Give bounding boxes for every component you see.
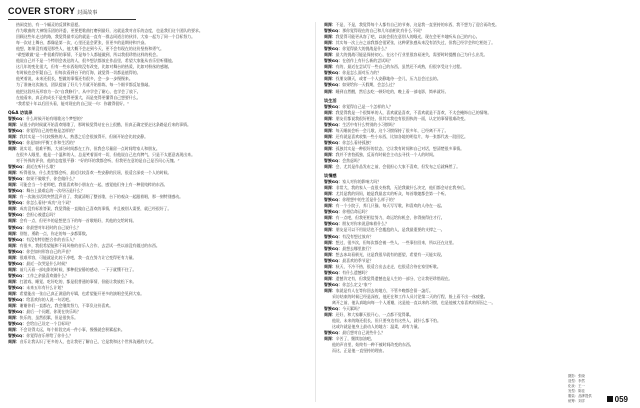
qa-text: 秋天，不冷不热，很适合出去走走，也很适合待在家里听歌。	[335, 263, 441, 269]
page-number	[607, 394, 628, 404]
qa-text: 我其实是一个比较慢热的人，熟悉之后会很放得开，但刚开始会比较安静。	[19, 133, 149, 139]
speaker-label: 周深：	[324, 52, 336, 58]
section-header	[8, 6, 97, 18]
qa-text: 最大的挑战可能是保持初心，在这个行业里很容易迷失，需要时时提醒自己为什么出发。	[335, 52, 488, 58]
qa-text: 舞台上最难忘的一次经历是什么？	[26, 188, 85, 194]
speaker-label: 周深：	[8, 133, 20, 139]
qa-text: 有没有想过放弃？	[342, 233, 374, 239]
speaker-label: 周深：	[8, 242, 20, 248]
body-paragraph: 在他看来，真正的成长不是变得更强大，而是变得更懂得自己想要什么。	[16, 94, 141, 100]
qa-text: 那你觉得现在的自己和几年前相比有什么不同？	[342, 28, 424, 34]
credit-line: 服装：品牌提供	[568, 394, 592, 398]
speaker-label: 智族GQ：	[8, 333, 27, 339]
qa-text: 还有就是喜欢收集一些小东西，比如各地的明信片，每一张都代表一段回忆。	[335, 133, 468, 139]
qa-text: 有一次演出话筒突然没声音了，我就清唱了整首歌，台下的观众一起跟着唱，那一刻特别感动。	[19, 194, 184, 200]
speaker-label: 周深：	[324, 88, 336, 94]
qa-text: 非常大，我的家人一直很支持我，无论我做什么决定，他们都会站在我身后。	[335, 185, 468, 191]
qa-text: 有什么遗憾吗？	[342, 269, 370, 275]
speaker-label: 周深：	[8, 339, 20, 345]
speaker-label: 智族GQ：	[324, 46, 343, 52]
speaker-label: 智族GQ：	[8, 115, 27, 121]
qa-text: 有的，最近在尝试写一些自己的东西，虽然还不成熟，但很享受这个过程。	[335, 64, 465, 70]
speaker-label: 周深：	[324, 263, 336, 269]
speaker-label: 周深：	[324, 312, 336, 318]
speaker-label: 智族GQ：	[8, 321, 27, 327]
qa-text: 从很小的时候就开始喜欢唱歌了，那时候觉得站在台上很酷，但真正确定要走这条路是后来的事情。	[19, 121, 191, 127]
qa-text: 最想去哪里旅行？	[342, 245, 374, 251]
qa-text: 成功没有标准答案，我觉得能一直做自己喜欢的事情，并且被别人需要，就已经很好了。	[19, 206, 172, 212]
speaker-label: 周深：	[324, 40, 336, 46]
qa-text: 有一点吧，但我更相信努力，命运给你机会，你得接得住才行。	[335, 215, 445, 221]
qa-text: 你理想中的生活是什么样子的？	[342, 197, 397, 203]
qa-text: 辛苦了，继续加油吧。	[335, 336, 375, 342]
qa-text: 会，尤其是作品发布之前，会很担心大家不喜欢，但发布之后就释然了。	[335, 164, 461, 170]
speaker-label: 周深：	[324, 251, 336, 257]
speaker-label: 智族GQ：	[324, 233, 343, 239]
body-paragraph: 他说，未来的路还很长，但只要身边有这些人，就什么都不怕。	[332, 318, 441, 324]
qa-text: 快乐的，虽然很累，但是很快乐。	[19, 315, 79, 321]
qa-text: 如果不做歌手，你会做什么？	[26, 176, 77, 182]
right-column	[324, 22, 630, 354]
qa-text: 有没有特别想合作的音乐人？	[26, 236, 77, 242]
speaker-label: 智族GQ：	[324, 306, 343, 312]
qa-text: 工作之余最喜欢做什么？	[26, 272, 69, 278]
speaker-label: 周深：	[324, 203, 336, 209]
speaker-label: 智族GQ：	[324, 70, 343, 76]
qa-text: 未来五年有什么计划？	[26, 284, 66, 290]
qa-text: 生活中有什么特别的小习惯吗？	[342, 121, 397, 127]
credit-line: 统筹：刘洋	[568, 399, 585, 403]
speaker-label: 智族GQ：	[324, 157, 343, 163]
speaker-label: 智族GQ：	[324, 139, 343, 145]
speaker-label: 周深：	[8, 303, 20, 309]
section-subtitle: 封面故事	[77, 10, 98, 16]
qa-text: 睡到自然醒，然后去吃一顿好吃的，晚上看一部电影，简单就好。	[335, 88, 449, 94]
credit-line: 造型：李然	[568, 379, 585, 383]
qa-text: 朋友对你来说意味着什么？	[342, 221, 389, 227]
qa-text: 说实话，很难平衡，大部分时间都在工作，但我会尽量留一点时间给家人和朋友。	[19, 145, 160, 151]
speaker-label: 周深：	[324, 109, 336, 115]
speaker-label: 智族GQ：	[8, 224, 27, 230]
speaker-label: 智族GQ：	[8, 212, 27, 218]
speaker-label: 智族GQ：	[324, 221, 343, 227]
speaker-label: 智族GQ：	[8, 297, 27, 303]
qa-text: 想过，很多次，但每次都会被一些人、一些事拉回来，所以还在这里。	[335, 239, 457, 245]
speaker-label: 周深：	[324, 185, 336, 191]
body-paragraph: 对于外界的评价，他的态度很平静：“好的坏的我都会听，但我更在意的是自己是否问心无愧。”	[16, 157, 180, 163]
qa-text: 最近一次哭是什么时候？	[26, 260, 69, 266]
speaker-label: 智族GQ：	[324, 209, 343, 215]
qa-text: 听得很杂，什么类型都会听，最近比较喜欢一些安静的民谣，很适合深夜一个人的时候。	[19, 170, 172, 176]
qa-text: 朋友是可以不用说话也不会尴尬的人，是我最重要的支撑之一。	[335, 227, 445, 233]
qa-text: 你最想对年轻时的自己说什么？	[26, 224, 81, 230]
speaker-label: 智族GQ：	[324, 257, 343, 263]
body-paragraph: 他把这段经历形容为一次“自我修行”，从中学会了耐心，也学会了放下。	[16, 88, 141, 94]
qa-text: 你觉得自己的性格是怎样的？	[26, 127, 77, 133]
left-column	[8, 22, 308, 345]
qa-text: 孤独其实是一种很好的状态，它让我有时间和自己对话，想清楚很多事情。	[335, 145, 465, 151]
body-paragraph: “敢想敢做”是一件很难得的事情，不是每个人都能做到，所以我很珍惜这样的机会。	[16, 52, 161, 58]
qa-text: 尤其是我的妈妈，她是我最忠实的听众，每首歌她都会第一个听。	[335, 191, 449, 197]
speaker-label: 智族GQ：	[8, 200, 27, 206]
speaker-label: 周深：	[324, 215, 336, 221]
body-paragraph: 而这，正是他一直坚持的理由。	[332, 348, 387, 354]
qa-text: 很难形容，可能就是比较干净吧，我一直在努力让它变得更有力量。	[19, 254, 137, 260]
qa-text: 你是如何平衡工作和生活的？	[26, 139, 77, 145]
qa-line	[8, 339, 308, 345]
qa-text: 最近在听什么歌？	[26, 164, 58, 170]
body-paragraph: 在很多人眼里，他是一个温和的人，总是笑着面对一切，但他说自己也有脾气，只是不太愿意表现出来。	[16, 151, 195, 157]
qa-text: 你相信命运吗？	[342, 209, 370, 215]
body-paragraph: 每一次站上舞台，都像是第一次，心里还是会紧张，但更多的是期待和兴奋。	[16, 40, 149, 46]
qa-text: 我觉得我是一个很简单的人，喜欢就是喜欢，不喜欢就是不喜欢，不太会掩饰自己的情绪。	[335, 109, 492, 115]
qa-text: 遗憾肯定有，但我觉得遗憾也是人生的一部分，它让我更珍惜现在。	[335, 275, 453, 281]
qa-text: 其实每一次上台之前我都会很紧张，这种紧张感从来没有消失过，但我已经学会和它相处了。	[335, 40, 496, 46]
section-heading: 谈情感	[324, 173, 337, 179]
body-paragraph: 回顾这些年走过的路，我觉得最幸运的就是一直有一群志同道合的伙伴，大家一起为了同一个目标努力。	[16, 34, 195, 40]
speaker-label: 周深：	[324, 336, 336, 342]
speaker-label: 智族GQ：	[8, 272, 27, 278]
header-rule	[8, 19, 136, 20]
speaker-label: 智族GQ：	[8, 188, 27, 194]
speaker-label: 智族GQ：	[324, 245, 343, 251]
speaker-label: 智族GQ：	[324, 103, 343, 109]
page-mark-icon	[607, 396, 613, 402]
qa-text: 前几天看一部电影的时候，那种很安静的感动，一下子就绷不住了。	[19, 266, 137, 272]
qa-text: 谢谢你们一直都在，我会继续努力，不辜负这份喜欢。	[19, 303, 114, 309]
qa-text: 最喜欢的季节是？	[342, 257, 374, 263]
qa-text: 会焦虑吗？	[342, 157, 362, 163]
body-paragraph: 离开之前，他认真地向每一个人道谢，这是他一直以来的习惯，也是他被大家喜欢的原因之一。	[332, 300, 496, 306]
speaker-label: 周深：	[324, 64, 336, 70]
body-paragraph: 采访结束的时候已经是深夜，他还在和工作人员讨论第二天的行程，脸上看不出一丝疲惫。	[332, 293, 488, 299]
qa-text: 什么时候开始有唱歌这个梦想的？	[26, 115, 85, 121]
speaker-label: 周深：	[8, 182, 20, 188]
qa-text: 给喜欢你的人说一句话吧。	[26, 297, 73, 303]
qa-text: 会担心被遗忘吗？	[26, 212, 58, 218]
qa-line	[324, 89, 630, 95]
speaker-label: 智族GQ：	[324, 82, 343, 88]
speaker-label: 周深：	[8, 315, 20, 321]
qa-text: 家就是有人在等你回去的地方，不管多晚都会留一盏灯。	[335, 287, 433, 293]
speaker-label: 智族GQ：	[324, 197, 343, 203]
qa-text: 可能会当一个老师吧，我很喜欢和小朋友在一起，感觉他们身上有一种很纯粹的东西。	[19, 182, 168, 188]
speaker-label: 周深：	[324, 22, 336, 27]
qa-text: 音乐让我认识了更多的人，也让我更了解自己，它是我和这个世界沟通的方式。	[19, 339, 156, 345]
speaker-label: 周深：	[324, 191, 336, 197]
qa-text: 你觉得最大的挑战是什么？	[342, 46, 389, 52]
body-paragraph: 为了准备这次演出，团队提前了好几个月就开始排练，每一个细节都反复推敲。	[16, 82, 153, 88]
qa-text: 我觉得可能更从容了吧，以前会很在意别人的眼光，现在会更多地听从自己的内心。	[335, 34, 480, 40]
qa-text: 每天睡前会听一会儿歌，这个习惯保持了很多年，已经离不开了。	[335, 127, 449, 133]
qa-text: 想去冰岛看极光，这是我很早就有的愿望，希望有一天能实现。	[335, 251, 445, 257]
body-paragraph: 有时候也会怀疑自己，但每次看到台下的灯海，就觉得一切都是值得的。	[16, 70, 141, 76]
qa-text: 有很多，我很希望能和不同风格的音乐人合作，去尝试一些以前没有做过的东西。	[19, 242, 160, 248]
speaker-label: 智族GQ：	[324, 121, 343, 127]
speaker-label: 智族GQ：	[8, 260, 27, 266]
speaker-label: 智族GQ：	[324, 269, 343, 275]
speaker-label: 智族GQ：	[324, 58, 343, 64]
body-paragraph: 他的声音里，始终有一种不被时间改变的东西。	[332, 342, 414, 348]
qa-line	[324, 164, 630, 170]
qa-text: 家人对你的影响大吗？	[342, 179, 382, 185]
speaker-label: 智族GQ：	[8, 139, 27, 145]
qa-text: 你怎么定义“家”？	[342, 281, 374, 287]
body-paragraph: 作为歌曲的大神级乐团的评委，更要把歌曲打磨到最好，这就是我对音乐的态度，也是我们这个团队的要求。	[16, 28, 203, 34]
qa-text: 你觉得自己是一个怎样的人？	[342, 103, 393, 109]
credit-line: 摄影：张晓	[568, 374, 585, 378]
speaker-label: 周深：	[8, 254, 20, 260]
speaker-label: 智族GQ：	[324, 281, 343, 287]
section-heading: 谈生活	[324, 97, 337, 103]
body-paragraph: “我希望十年以后回头看，能对现在的自己说一句：你做得很好。”	[16, 100, 129, 106]
speaker-label: 周深：	[8, 218, 20, 224]
speaker-label: 周深：	[8, 121, 20, 127]
speaker-label: 周深：	[8, 206, 20, 212]
qa-text: 会有一点，但更多的是想把当下的每一首歌唱好，其他的交给时间。	[19, 218, 137, 224]
qa-text: 你怎么看待“成功”这个词？	[26, 200, 74, 206]
qa-text: 最后一个问题，你现在快乐吗？	[26, 309, 81, 315]
speaker-label: 周深：	[324, 164, 336, 170]
speaker-label: 周深：	[324, 239, 336, 245]
body-paragraph: 他说自己并不是一个特别会表达的人，很多想法都放在作品里，希望大家能从音乐里听懂他。	[16, 58, 176, 64]
qa-text: 在创作上有什么新的尝试吗？	[342, 58, 393, 64]
qa-text: 你怎么看待孤独？	[342, 139, 374, 145]
speaker-label: 智族GQ：	[8, 127, 27, 133]
page-number-text: 059	[614, 394, 628, 404]
speaker-label: 智族GQ：	[8, 309, 27, 315]
qa-text: 希望能出一张自己真正满意的专辑，也希望能开更多的演唱会见到大家。	[19, 291, 145, 297]
qa-text: 还好，和大家聊天很开心，一点都不觉得累。	[335, 312, 414, 318]
qa-text: 朋友们都说我很好相处，但其实我也有很固执的一面，认定的事情很难改变。	[335, 115, 468, 121]
qa-text: 别怕，勇敢一点，你走的每一步都算数。	[19, 230, 90, 236]
speaker-label: 周深：	[8, 278, 20, 284]
speaker-label: 周深：	[324, 127, 336, 133]
speaker-label: 周深：	[324, 115, 336, 121]
body-paragraph: 这几年的变化很大，但有一些东西始终没有改变，比如对舞台的热爱，比如对粉丝的感谢。	[16, 64, 172, 70]
column-gutter	[315, 22, 316, 402]
speaker-label: 周深：	[8, 145, 20, 151]
speaker-label: 智族GQ：	[324, 179, 343, 185]
qa-text: 不是，不是，我觉得每个人都有自己的节奏，这是我一直坚持的东西，我不想为了迎合而改变。	[335, 22, 500, 27]
speaker-label: 智族GQ：	[8, 176, 27, 182]
qa-text: 最后想对自己说些什么？	[342, 330, 385, 336]
body-paragraph: 热闹竞拍，有一个幅灵的反馈和意愿。	[16, 22, 83, 27]
speaker-label: 周深：	[8, 194, 20, 200]
speaker-label: 智族GQ：	[8, 236, 27, 242]
speaker-label: 周深：	[8, 266, 20, 272]
qa-text: 你是怎么面对压力的？	[342, 70, 382, 76]
qa-text: 有一个小院子，养几只猫，每天写写歌，和喜欢的人待在一起。	[335, 203, 445, 209]
speaker-label: 智族GQ：	[324, 330, 343, 336]
speaker-label: 周深：	[8, 230, 20, 236]
section-heading: Q&A 访谈录	[8, 109, 33, 115]
qa-text: 你觉得音乐带给了你什么？	[26, 333, 73, 339]
speaker-label: 周深：	[324, 133, 336, 139]
speaker-label: 周深：	[324, 145, 336, 151]
body-paragraph: 这或许就是他身上最动人的地方：温柔，却有力量。	[332, 324, 422, 330]
speaker-label: 周深：	[324, 34, 336, 40]
qa-text: 今天累吗？	[342, 306, 362, 312]
speaker-label: 智族GQ：	[8, 284, 27, 290]
qa-text: 不会设得太远，每个阶段完成一件小事，慢慢就会积累起来。	[19, 327, 125, 333]
speaker-label: 周深：	[324, 76, 336, 82]
speaker-label: 周深：	[324, 227, 336, 233]
speaker-label: 周深：	[8, 327, 20, 333]
speaker-label: 周深：	[324, 151, 336, 157]
qa-text: 会给自己设定一个目标吗？	[26, 321, 73, 327]
section-title: COVER STORY	[8, 6, 76, 16]
qa-text: 你会如何形容自己的声音？	[26, 248, 73, 254]
credit-line: 化妆：王一	[568, 384, 585, 388]
speaker-label: 周深：	[324, 287, 336, 293]
qa-text: 如果给你一天假期，会怎么过？	[342, 82, 397, 88]
body-paragraph: 他想，如果没有遇见那些人，他大概不会走到今天，更不会有现在的这份坚持和勇气。	[16, 46, 164, 52]
qa-text: 找朋友聊天，或者一个人安静地待一会儿，压力总会过去的。	[335, 76, 441, 82]
credit-line: 发型：陈佳	[568, 389, 585, 393]
body-paragraph: 他笑着说，未来还很长，想做的事情还有很多，会一步一步慢慢来。	[16, 76, 133, 82]
speaker-label: 周深：	[324, 275, 336, 281]
speaker-label: 周深：	[8, 291, 20, 297]
speaker-label: 智族GQ：	[324, 28, 343, 34]
speaker-label: 智族GQ：	[8, 164, 27, 170]
qa-text: 打游戏、睡觉、吃好吃的，都是很普通的事情，但能让我放松下来。	[19, 278, 137, 284]
speaker-label: 智族GQ：	[8, 248, 27, 254]
speaker-label: 周深：	[8, 170, 20, 176]
qa-text: 我并不害怕孤独，反而有时候会主动去寻找一个人的时间。	[335, 151, 437, 157]
